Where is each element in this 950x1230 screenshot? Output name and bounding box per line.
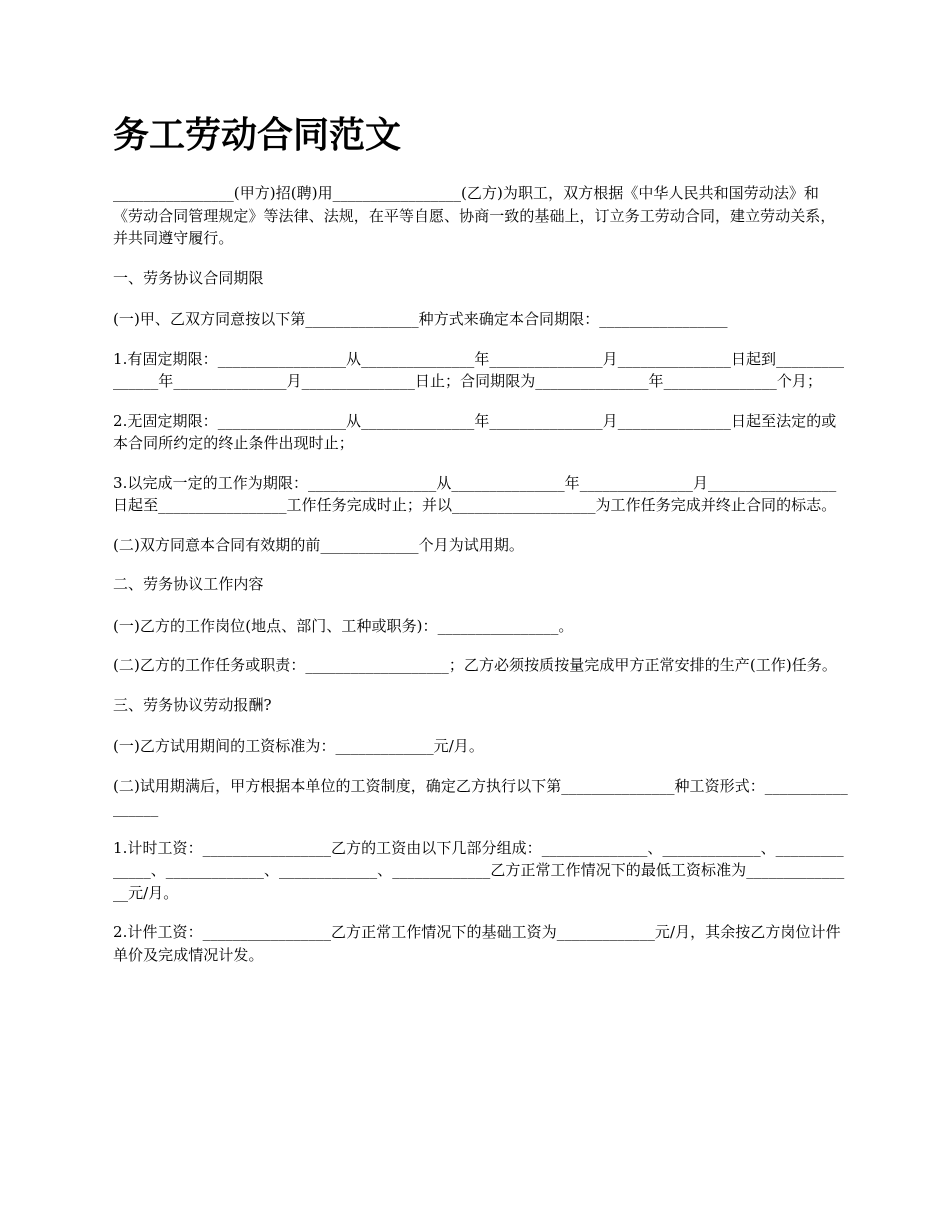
preamble-paragraph: ________________(甲方)招(聘)用_________________(乙方)为职工，双方根据《中华人民共和国劳动法》和《劳动合同管理规定》等法律、法规，在平等自愿、协商一致的基础上，订立务工劳动合同，建立劳动关系，并共同遵守履行。 xyxy=(113,184,836,247)
section-heading-remuneration: 三、劳务协议劳动报酬? xyxy=(113,695,272,714)
section-heading-work-content: 二、劳务协议工作内容 xyxy=(113,575,264,593)
clause-duties: (二)乙方的工作任务或职责：___________________；乙方必须按质按量完成甲方正常安排的生产(工作)任务。 xyxy=(113,656,837,674)
document-title: 务工劳动合同范文 xyxy=(113,115,402,156)
document-body xyxy=(113,182,848,983)
clause-probation-wage: (一)乙方试用期间的工资标准为：_____________元/月。 xyxy=(113,737,484,755)
clause-fixed-term: 1.有固定期限：_________________从_______________年_______________月_______________日起到_______________年_______________月_______________日止；合同期限为_______________年_______________个月； xyxy=(113,349,845,390)
clause-position: (一)乙方的工作岗位(地点、部门、工种或职务)：________________。 xyxy=(113,616,574,635)
section-heading-term: 一、劳务协议合同期限 xyxy=(113,268,264,287)
clause-probation: (二)双方同意本合同有效期的前_____________个月为试用期。 xyxy=(113,535,524,554)
clause-task-term: 3.以完成一定的工作为期限：_________________从_______________年_______________月_________________日起至_________________工作任务完成时止；并以___________________为工作任务完成并终止合同的标志。 xyxy=(113,473,837,514)
clause-open-term: 2.无固定期限：_________________从_______________年_______________月_______________日起至法定的或本合同所约定的终止条件出现时止； xyxy=(113,411,837,452)
clause-hourly-wage: 1.计时工资：_________________乙方的工资由以下几部分组成：______________、_____________、______________、_____________、_____________、_____________乙方正常工作情况下的最低工资标准为_______________元/月。 xyxy=(113,838,845,902)
clause-piece-wage: 2.计件工资：_________________乙方正常工作情况下的基础工资为_____________元/月，其余按乙方岗位计件单价及完成情况计发。 xyxy=(113,923,841,964)
clause-term-method: (一)甲、乙双方同意按以下第_______________种方式来确定本合同期限：_________________ xyxy=(113,310,728,328)
clause-wage-form: (二)试用期满后，甲方根据本单位的工资制度，确定乙方执行以下第_______________种工资形式：_________________ xyxy=(113,776,848,817)
